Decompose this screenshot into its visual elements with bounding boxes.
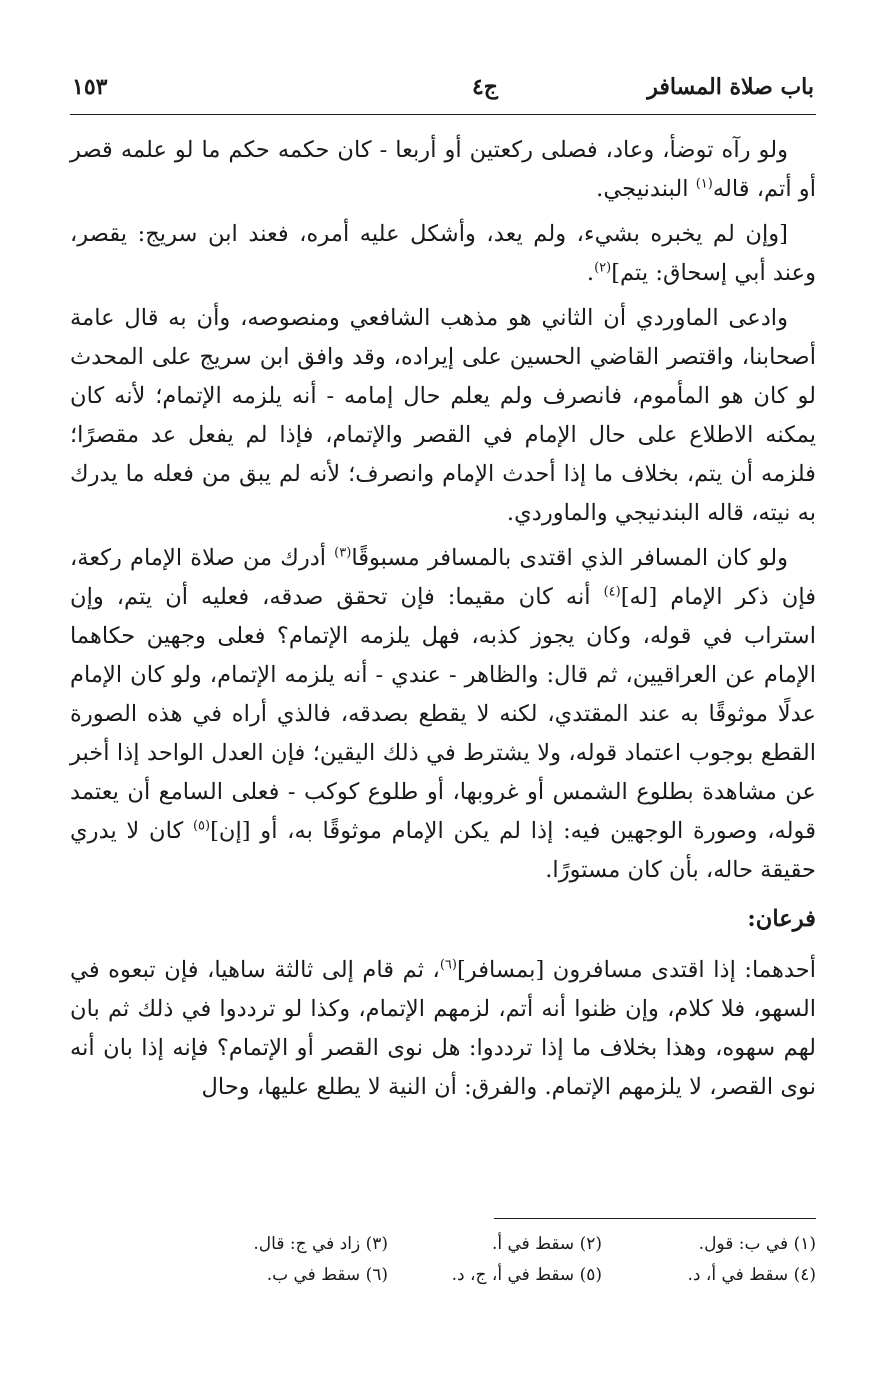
footnote-marker-4: (٤): [603, 584, 621, 600]
footnote-marker-5: (٥): [192, 818, 211, 834]
book-page: [70, 58, 816, 1348]
footnote-1: (١) في ب: قول.: [698, 1234, 816, 1254]
paragraph-3: [70, 299, 816, 533]
running-header: [70, 58, 816, 115]
footnote-marker-1: (١): [695, 176, 713, 192]
paragraph-text: ولو رآه توضأ، وعاد، فصلى ركعتين أو أربعا - كان حكمه حكم ما لو علمه قصر أو أتم، قاله: [70, 137, 816, 202]
volume-number: ج٤: [471, 74, 498, 100]
main-text: [70, 131, 816, 1107]
chapter-title: باب صلاة المسافر: [647, 74, 814, 100]
paragraph-text: .: [586, 260, 595, 286]
paragraph-5: [70, 951, 816, 1107]
footnote-5: (٥) سقط في أ، ج، د.: [451, 1265, 602, 1285]
footnote-6: (٦) سقط في ب.: [266, 1265, 388, 1285]
paragraph-text: أدرك من صلاة الإمام ركعة، فإن ذكر الإمام [له]: [70, 545, 817, 610]
footnote-marker-2: (٢): [594, 260, 612, 276]
paragraph-text: وادعى الماوردي أن الثاني هو مذهب الشافعي ومنصوصه، وأن به قال عامة أصحابنا، واقتصر القاضي الحسين على إيراده، وقد وافق ابن سريج على المحدث لو كان هو المأموم، فانصرف ولم يعلم حال إمامه - أنه يلزمه الإتمام؛ لأنه كان يمكنه الاطلاع على حال الإمام في القصر والإتمام، فإذا لم يفعل عد مقصرًا؛ فلزمه أن يتم، بخلاف ما إذا أحدث الإمام وانصرف؛ لأنه لم يبق من فعله ما يدرك به نيته، قاله البندنيجي والماوردي.: [70, 305, 816, 526]
paragraph-4: [70, 539, 816, 890]
paragraph-text: ، ثم قام إلى ثالثة ساهيا، فإن تبعوه في السهو، فلا كلام، وإن ظنوا أنه أتم، لزمهم الإتمام، وكذا لو ترددوا في ذلك ثم بان لهم سهوه، وهذا بخلاف ما إذا ترددوا: هل نوى القصر أو الإتمام؟ فإنه إذا بان أنه نوى القصر، لا يلزمهم الإتمام. والفرق: أن النية لا يطلع عليها، وحال: [70, 957, 816, 1100]
paragraph-text: البندنيجي.: [596, 176, 689, 202]
footnote-marker-6: (٦): [439, 957, 457, 973]
footnote-divider: [494, 1218, 816, 1219]
page-number: ١٥٣: [72, 74, 108, 100]
paragraph-2: [70, 215, 816, 293]
footnote-4: (٤) سقط في أ، د.: [687, 1265, 816, 1285]
paragraph-text: أحدهما: إذا اقتدى مسافرون [بمسافر]: [456, 957, 816, 983]
footnote-2: (٢) سقط في أ.: [491, 1234, 602, 1254]
footnotes: [70, 1218, 816, 1289]
section-heading: فرعان:: [747, 906, 816, 932]
paragraph-1: [70, 131, 816, 209]
paragraph-text: كان لا يدري حقيقة حاله، بأن كان مستورًا.: [70, 818, 816, 883]
footnote-3: (٣) زاد في ج: قال.: [253, 1234, 388, 1254]
footnote-list: [70, 1231, 816, 1289]
paragraph-text: [وإن لم يخبره بشيء، ولم يعد، وأشكل عليه أمره، فعند ابن سريج: يقصر، وعند أبي إسحاق: يتم]: [70, 221, 816, 286]
paragraph-text: أنه كان مقيما: فإن تحقق صدقه، فعليه أن يتم، وإن استراب في قوله، وكان يجوز كذبه، فهل يلزمه الإتمام؟ فعلى وجهين حكاهما الإمام عن العراقيين، ثم قال: والظاهر - عندي - أنه يلزمه الإتمام، ولو كان الإمام عدلًا موثوقًا به عند المقتدي، لكنه لا يقطع بصدقه، فالذي أراه في هذه الصورة القطع بوجوب اعتماد قوله، ولا يشترط في ذلك اليقين؛ فإن العدل الواحد إذا أخبر عن مشاهدة بطلوع الشمس أو غروبها، أو طلوع كوكب - فعلى السامع أن يعتمد قوله، وصورة الوجهين فيه: إذا لم يكن الإمام موثوقًا به، أو [إن]: [70, 584, 816, 844]
footnote-marker-3: (٣): [334, 545, 352, 561]
paragraph-text: ولو كان المسافر الذي اقتدى بالمسافر مسبوقًا: [351, 545, 788, 571]
